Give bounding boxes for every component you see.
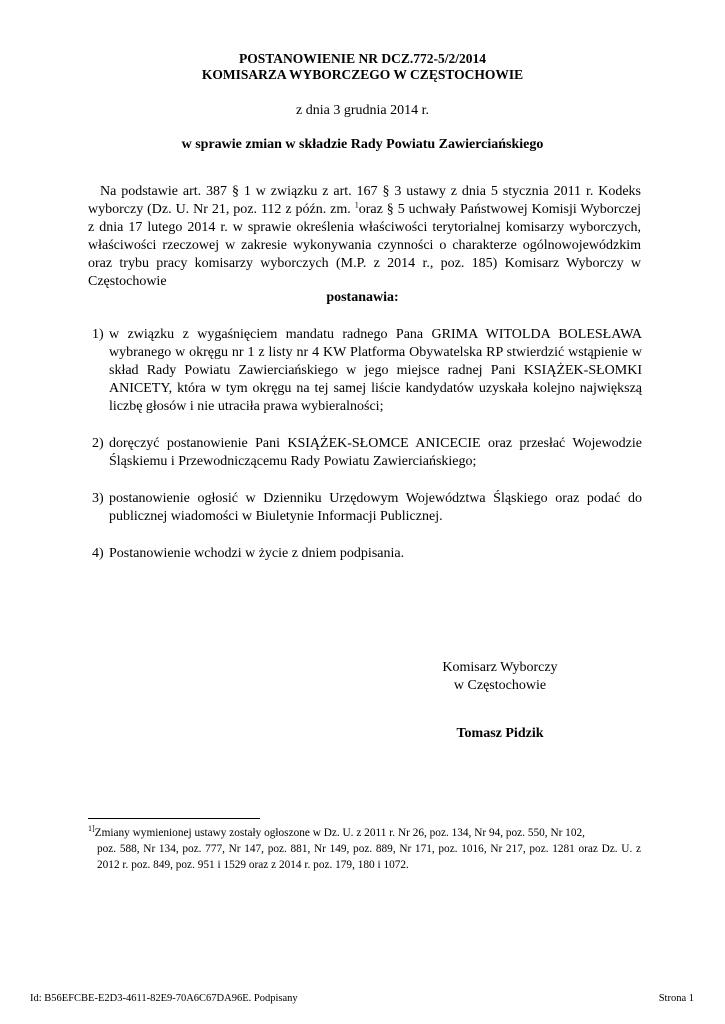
document-title-line2: KOMISARZA WYBORCZEGO W CZĘSTOCHOWIE [201, 67, 524, 82]
list-item-text: Postanowienie wchodzi w życie z dniem podpisania. [109, 546, 405, 561]
preamble-footnote-ref: 1 [354, 200, 359, 210]
signature-role-line2: w Częstochowie [453, 678, 547, 693]
preamble-text-after-ref: oraz § 5 uchwały Państwowej Komisji Wyborczej z dnia 17 lutego 2014 r. w sprawie określenia właściwości terytorialnej komisarzy wyborczych, właściwości rzeczowej w zakresie wykonywania czynności o charakterze ogólnowojewódzkim oraz trybu pracy komisarzy wyborczych (M.P. z 2014 r., poz. 185) Komisarz Wyborczy w Częstochowie [88, 202, 641, 289]
list-item-number: 2) [92, 436, 104, 451]
list-item [92, 545, 642, 563]
footnote-continuation: poz. 588, Nr 134, poz. 777, Nr 147, poz. 881, Nr 149, poz. 889, Nr 171, poz. 1016, Nr 217, poz. 1281 oraz Dz. U. z 2012 r. poz. 849, poz. 951 i 1529 oraz z 2014 r. poz. 179, 180 i 1072. [97, 843, 641, 871]
signatory-name: Tomasz Pidzik [456, 726, 544, 741]
list-item-number: 1) [92, 327, 104, 342]
footnote-divider [88, 818, 260, 819]
list-item-number: 3) [92, 491, 104, 506]
footnote-marker: 1] [88, 824, 95, 834]
decision-heading: postanawia: [326, 290, 399, 305]
preamble-text-before-ref: Na podstawie art. 387 § 1 w związku z art. 167 § 3 ustawy z dnia 5 stycznia 2011 r. Kodeks wyborczy (Dz. U. Nr 21, poz. 112 z późn. zm. [88, 184, 641, 217]
footnote-first-line: Zmiany wymienionej ustawy zostały ogłoszone w Dz. U. z 2011 r. Nr 26, poz. 134, Nr 94, poz. 550, Nr 102, [94, 827, 585, 839]
list-item-text: w związku z wygaśnięciem mandatu radnego Pana GRIMA WITOLDA BOLESŁAWA wybranego w okręgu nr 1 z listy nr 4 KW Platforma Obywatelska RP stwierdzić wstąpienie w skład Rady Powiatu Zawierciańskiego w jego miejsce radnej Pani KSIĄŻEK-SŁOMKI ANICETY, która w tym okręgu na tej samej liście kandydatów uzyskała kolejno największą liczbę głosów i nie utraciła prawa wybieralności; [109, 327, 642, 414]
document-date: z dnia 3 grudnia 2014 r. [296, 103, 429, 118]
document-title-line1: POSTANOWIENIE NR DCZ.772-5/2/2014 [239, 51, 486, 66]
list-item-text: doręczyć postanowienie Pani KSIĄŻEK-SŁOMCE ANICECIE oraz przesłać Wojewodzie Śląskiemu i Przewodniczącemu Rady Powiatu Zawierciańskiego; [109, 436, 642, 469]
document-subject: w sprawie zmian w składzie Rady Powiatu Zawierciańskiego [181, 137, 544, 152]
footer-page-number: Strona 1 [658, 993, 694, 1004]
footer-document-id: Id: B56EFCBE-E2D3-4611-82E9-70A6C67DA96E. Podpisany [30, 993, 298, 1004]
list-item-text: postanowienie ogłosić w Dzienniku Urzędowym Województwa Śląskiego oraz podać do publicznej wiadomości w Biuletynie Informacji Publicznej. [109, 491, 642, 524]
signature-role-line1: Komisarz Wyborczy [442, 660, 558, 675]
footnote [88, 825, 641, 873]
list-item-number: 4) [92, 546, 104, 561]
list-item [92, 490, 642, 526]
list-item [92, 435, 642, 471]
list-item [92, 326, 642, 416]
preamble-paragraph [88, 183, 641, 291]
